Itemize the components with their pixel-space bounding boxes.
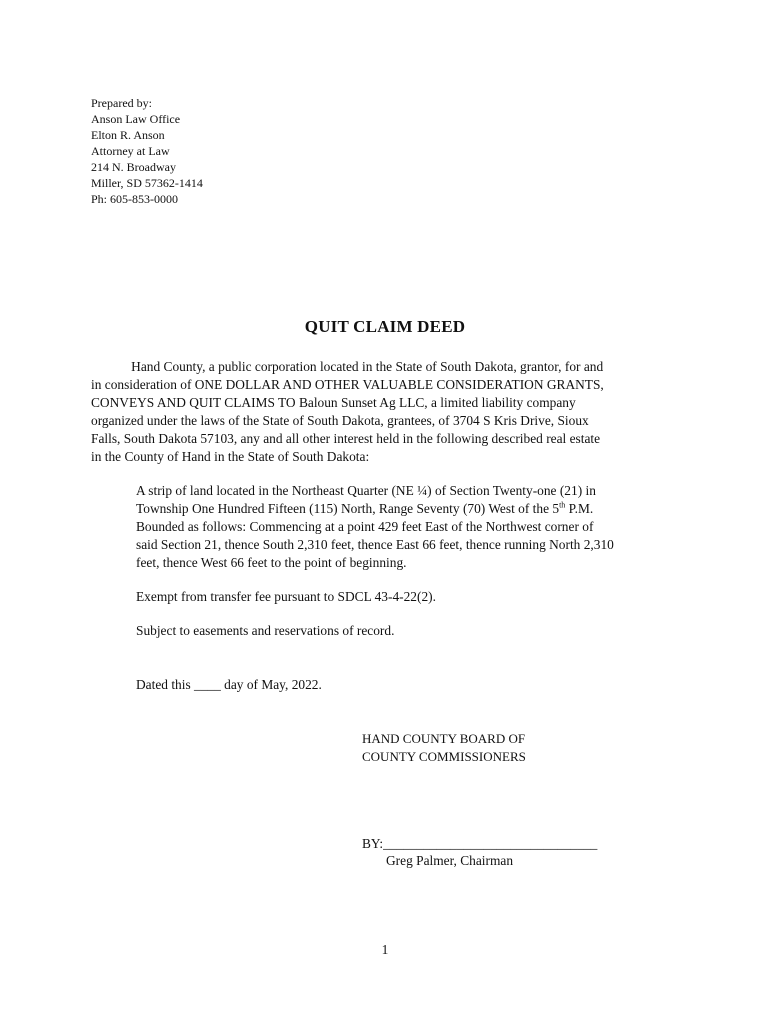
signer-name: Greg Palmer, Chairman — [386, 853, 514, 868]
dated-line: Dated this ____ day of May, 2022. — [136, 677, 322, 692]
prepared-by-line: Anson Law Office — [91, 112, 181, 126]
signature-line: BY:________________________________ — [362, 836, 598, 851]
legal-line — [136, 500, 676, 518]
board-name-block — [362, 730, 526, 765]
prepared-by-block — [91, 95, 203, 207]
prepared-by-line: Prepared by: — [91, 96, 152, 110]
legal-description — [136, 482, 676, 572]
paragraph-line: Falls, South Dakota 57103, any and all other interest held in the following described real estate — [91, 430, 601, 446]
board-name-line: COUNTY COMMISSIONERS — [362, 748, 526, 764]
paragraph-line: in consideration of ONE DOLLAR AND OTHER VALUABLE CONSIDERATION GRANTS, — [91, 376, 604, 392]
paragraph-line: organized under the laws of the State of South Dakota, grantees, of 3704 S Kris Drive, Sioux — [91, 412, 589, 428]
legal-line: said Section 21, thence South 2,310 feet, thence East 66 feet, thence running North 2,310 — [136, 536, 614, 552]
ordinal-suffix: th — [559, 500, 566, 510]
legal-line: Bounded as follows: Commencing at a point 429 feet East of the Northwest corner of — [136, 518, 594, 534]
legal-line-text: Township One Hundred Fifteen (115) North, Range Seventy (70) West of the 5 — [136, 500, 560, 516]
exempt-statement: Exempt from transfer fee pursuant to SDCL 43-4-22(2). — [136, 589, 436, 604]
prepared-by-line: 214 N. Broadway — [91, 160, 176, 174]
document-title: QUIT CLAIM DEED — [304, 317, 466, 336]
legal-line: feet, thence West 66 feet to the point of beginning. — [136, 554, 407, 570]
grant-paragraph — [91, 358, 691, 465]
legal-line: A strip of land located in the Northeast Quarter (NE ¼) of Section Twenty-one (21) in — [136, 483, 596, 498]
paragraph-line: Hand County, a public corporation located in the State of South Dakota, grantor, for and — [91, 359, 604, 374]
prepared-by-line: Miller, SD 57362-1414 — [91, 176, 203, 190]
board-name-line: HAND COUNTY BOARD OF — [362, 731, 526, 746]
subject-statement: Subject to easements and reservations of record. — [136, 623, 395, 638]
paragraph-line: in the County of Hand in the State of South Dakota: — [91, 448, 370, 464]
prepared-by-line: Attorney at Law — [91, 144, 170, 158]
prepared-by-line: Ph: 605-853-0000 — [91, 192, 178, 206]
prepared-by-line: Elton R. Anson — [91, 128, 165, 142]
page-number: 1 — [381, 942, 389, 957]
paragraph-line: CONVEYS AND QUIT CLAIMS TO Baloun Sunset Ag LLC, a limited liability company — [91, 394, 576, 410]
legal-line-text: P.M. — [565, 500, 594, 516]
